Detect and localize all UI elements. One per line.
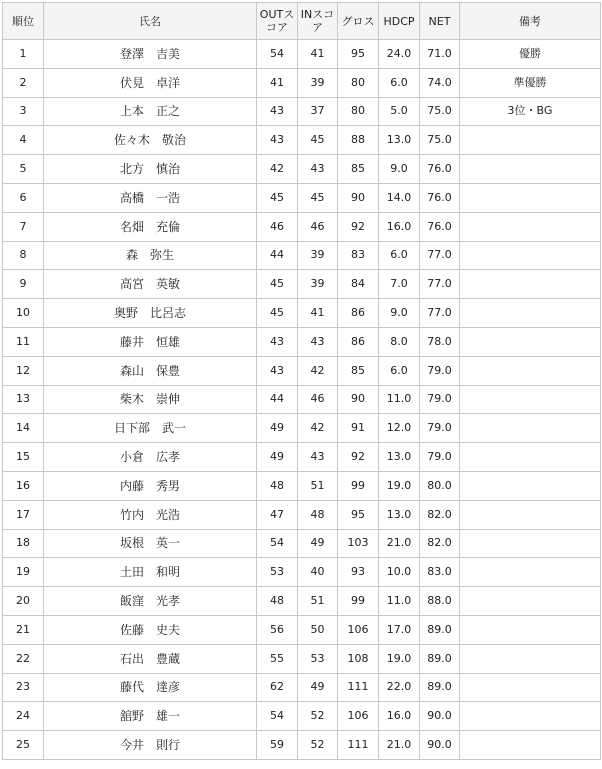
cell-net: 77.0 [420,299,460,328]
cell-name: 高橋 一浩 [44,183,257,212]
cell-name: 坂根 英一 [44,529,257,558]
cell-hdcp: 9.0 [379,155,420,184]
cell-net: 82.0 [420,500,460,529]
cell-out-score: 55 [257,644,298,673]
cell-rank: 4 [3,126,44,155]
cell-note [460,644,601,673]
cell-hdcp: 5.0 [379,97,420,126]
table-row [3,241,601,270]
cell-in-score: 43 [298,155,338,184]
cell-name: 小倉 広孝 [44,443,257,472]
cell-net: 76.0 [420,212,460,241]
cell-gross: 103 [338,529,379,558]
cell-hdcp: 10.0 [379,558,420,587]
table-row [3,356,601,385]
cell-gross: 92 [338,443,379,472]
cell-gross: 80 [338,97,379,126]
table-row [3,443,601,472]
cell-net: 74.0 [420,68,460,97]
table-row [3,97,601,126]
cell-out-score: 43 [257,126,298,155]
cell-in-score: 46 [298,212,338,241]
header-rank: 順位 [3,3,44,40]
cell-in-score: 52 [298,702,338,731]
cell-hdcp: 12.0 [379,414,420,443]
cell-in-score: 41 [298,299,338,328]
cell-rank: 17 [3,500,44,529]
cell-gross: 106 [338,615,379,644]
cell-hdcp: 21.0 [379,731,420,760]
table-row [3,126,601,155]
cell-gross: 84 [338,270,379,299]
cell-name: 登澤 吉美 [44,40,257,69]
header-name: 氏名 [44,3,257,40]
cell-name: 佐々木 敬治 [44,126,257,155]
cell-out-score: 43 [257,97,298,126]
cell-net: 80.0 [420,471,460,500]
table-row [3,212,601,241]
cell-gross: 88 [338,126,379,155]
cell-in-score: 39 [298,241,338,270]
cell-out-score: 43 [257,356,298,385]
cell-gross: 108 [338,644,379,673]
cell-hdcp: 17.0 [379,615,420,644]
cell-note [460,414,601,443]
cell-rank: 5 [3,155,44,184]
cell-note [460,558,601,587]
cell-gross: 90 [338,385,379,414]
table-row [3,731,601,760]
cell-gross: 99 [338,587,379,616]
cell-rank: 7 [3,212,44,241]
cell-net: 89.0 [420,615,460,644]
cell-rank: 20 [3,587,44,616]
cell-hdcp: 6.0 [379,241,420,270]
cell-in-score: 40 [298,558,338,587]
cell-gross: 86 [338,327,379,356]
cell-hdcp: 13.0 [379,126,420,155]
table-row [3,587,601,616]
cell-note [460,500,601,529]
cell-note [460,615,601,644]
header-row [3,3,601,40]
cell-hdcp: 24.0 [379,40,420,69]
cell-name: 佐藤 史夫 [44,615,257,644]
cell-name: 藤井 恒雄 [44,327,257,356]
table-row [3,183,601,212]
cell-note [460,155,601,184]
cell-hdcp: 16.0 [379,212,420,241]
cell-out-score: 62 [257,673,298,702]
table-row [3,299,601,328]
cell-rank: 25 [3,731,44,760]
cell-note [460,356,601,385]
cell-out-score: 42 [257,155,298,184]
cell-hdcp: 19.0 [379,471,420,500]
cell-net: 77.0 [420,270,460,299]
cell-in-score: 49 [298,529,338,558]
table-row [3,644,601,673]
cell-in-score: 51 [298,587,338,616]
cell-hdcp: 14.0 [379,183,420,212]
cell-net: 89.0 [420,673,460,702]
cell-in-score: 43 [298,327,338,356]
cell-note [460,587,601,616]
cell-note [460,385,601,414]
cell-out-score: 53 [257,558,298,587]
table-row [3,673,601,702]
header-net: NET [420,3,460,40]
cell-gross: 93 [338,558,379,587]
cell-name: 柴木 崇伸 [44,385,257,414]
table-header [3,3,601,40]
cell-hdcp: 11.0 [379,385,420,414]
table-row [3,702,601,731]
cell-hdcp: 7.0 [379,270,420,299]
cell-in-score: 37 [298,97,338,126]
cell-note [460,443,601,472]
cell-in-score: 51 [298,471,338,500]
table-row [3,327,601,356]
cell-in-score: 46 [298,385,338,414]
cell-out-score: 46 [257,212,298,241]
cell-note [460,183,601,212]
cell-in-score: 45 [298,126,338,155]
cell-hdcp: 22.0 [379,673,420,702]
cell-hdcp: 9.0 [379,299,420,328]
cell-net: 71.0 [420,40,460,69]
cell-hdcp: 11.0 [379,587,420,616]
table-row [3,414,601,443]
cell-out-score: 45 [257,183,298,212]
cell-in-score: 39 [298,270,338,299]
cell-in-score: 42 [298,356,338,385]
cell-name: 上本 正之 [44,97,257,126]
cell-gross: 92 [338,212,379,241]
table-row [3,529,601,558]
cell-note [460,299,601,328]
cell-out-score: 49 [257,414,298,443]
cell-net: 90.0 [420,702,460,731]
cell-rank: 8 [3,241,44,270]
cell-note [460,702,601,731]
cell-rank: 9 [3,270,44,299]
cell-name: 森山 保豊 [44,356,257,385]
cell-rank: 22 [3,644,44,673]
table-row [3,558,601,587]
cell-hdcp: 13.0 [379,500,420,529]
cell-name: 今井 則行 [44,731,257,760]
cell-out-score: 54 [257,40,298,69]
table-row [3,615,601,644]
cell-hdcp: 13.0 [379,443,420,472]
cell-out-score: 48 [257,587,298,616]
cell-gross: 86 [338,299,379,328]
cell-net: 79.0 [420,443,460,472]
cell-in-score: 42 [298,414,338,443]
table-row [3,500,601,529]
cell-note [460,126,601,155]
cell-hdcp: 16.0 [379,702,420,731]
cell-note: 3位・BG [460,97,601,126]
cell-out-score: 45 [257,270,298,299]
cell-gross: 95 [338,500,379,529]
cell-in-score: 50 [298,615,338,644]
cell-hdcp: 6.0 [379,356,420,385]
cell-note [460,731,601,760]
cell-hdcp: 21.0 [379,529,420,558]
cell-note [460,212,601,241]
cell-gross: 85 [338,356,379,385]
header-note: 備考 [460,3,601,40]
cell-name: 名畑 充倫 [44,212,257,241]
cell-gross: 80 [338,68,379,97]
cell-out-score: 48 [257,471,298,500]
cell-note: 準優勝 [460,68,601,97]
cell-out-score: 54 [257,702,298,731]
cell-hdcp: 6.0 [379,68,420,97]
cell-name: 石出 豊蔵 [44,644,257,673]
table-body [3,40,601,760]
cell-net: 75.0 [420,97,460,126]
table-row [3,68,601,97]
cell-gross: 85 [338,155,379,184]
cell-rank: 1 [3,40,44,69]
cell-out-score: 44 [257,385,298,414]
cell-rank: 14 [3,414,44,443]
header-out-score: OUTスコア [257,3,298,40]
cell-name: 竹内 光浩 [44,500,257,529]
cell-name: 高宮 英敏 [44,270,257,299]
cell-rank: 2 [3,68,44,97]
cell-name: 舘野 雄一 [44,702,257,731]
cell-net: 77.0 [420,241,460,270]
cell-in-score: 48 [298,500,338,529]
cell-rank: 12 [3,356,44,385]
cell-out-score: 54 [257,529,298,558]
results-table [2,2,601,760]
cell-net: 90.0 [420,731,460,760]
cell-name: 内藤 秀男 [44,471,257,500]
cell-out-score: 49 [257,443,298,472]
cell-gross: 90 [338,183,379,212]
cell-note: 優勝 [460,40,601,69]
cell-name: 藤代 達彦 [44,673,257,702]
cell-in-score: 41 [298,40,338,69]
cell-note [460,529,601,558]
cell-net: 76.0 [420,155,460,184]
table-row [3,40,601,69]
table-row [3,471,601,500]
table-row [3,385,601,414]
cell-net: 83.0 [420,558,460,587]
cell-hdcp: 8.0 [379,327,420,356]
cell-net: 79.0 [420,356,460,385]
cell-in-score: 39 [298,68,338,97]
cell-in-score: 45 [298,183,338,212]
cell-in-score: 52 [298,731,338,760]
cell-net: 89.0 [420,644,460,673]
cell-note [460,241,601,270]
cell-name: 森 弥生 [44,241,257,270]
cell-note [460,673,601,702]
cell-gross: 83 [338,241,379,270]
cell-out-score: 44 [257,241,298,270]
cell-in-score: 53 [298,644,338,673]
cell-name: 土田 和明 [44,558,257,587]
cell-out-score: 47 [257,500,298,529]
cell-rank: 18 [3,529,44,558]
cell-gross: 111 [338,673,379,702]
cell-net: 79.0 [420,385,460,414]
cell-name: 伏見 卓洋 [44,68,257,97]
cell-note [460,471,601,500]
cell-gross: 95 [338,40,379,69]
cell-rank: 6 [3,183,44,212]
cell-in-score: 43 [298,443,338,472]
cell-rank: 11 [3,327,44,356]
cell-name: 奥野 比呂志 [44,299,257,328]
cell-rank: 10 [3,299,44,328]
cell-rank: 13 [3,385,44,414]
cell-net: 75.0 [420,126,460,155]
cell-note [460,327,601,356]
cell-name: 北方 慎治 [44,155,257,184]
cell-rank: 15 [3,443,44,472]
cell-gross: 106 [338,702,379,731]
cell-gross: 99 [338,471,379,500]
cell-rank: 24 [3,702,44,731]
cell-name: 日下部 武一 [44,414,257,443]
cell-note [460,270,601,299]
header-hdcp: HDCP [379,3,420,40]
cell-net: 79.0 [420,414,460,443]
cell-rank: 23 [3,673,44,702]
cell-in-score: 49 [298,673,338,702]
cell-out-score: 43 [257,327,298,356]
cell-name: 飯窪 光孝 [44,587,257,616]
cell-out-score: 45 [257,299,298,328]
cell-rank: 16 [3,471,44,500]
table-row [3,155,601,184]
cell-net: 88.0 [420,587,460,616]
cell-rank: 19 [3,558,44,587]
cell-hdcp: 19.0 [379,644,420,673]
cell-net: 78.0 [420,327,460,356]
cell-rank: 21 [3,615,44,644]
cell-net: 76.0 [420,183,460,212]
header-gross: グロス [338,3,379,40]
header-in-score: INスコア [298,3,338,40]
cell-gross: 91 [338,414,379,443]
cell-rank: 3 [3,97,44,126]
table-row [3,270,601,299]
cell-net: 82.0 [420,529,460,558]
cell-out-score: 41 [257,68,298,97]
cell-gross: 111 [338,731,379,760]
cell-out-score: 56 [257,615,298,644]
cell-out-score: 59 [257,731,298,760]
